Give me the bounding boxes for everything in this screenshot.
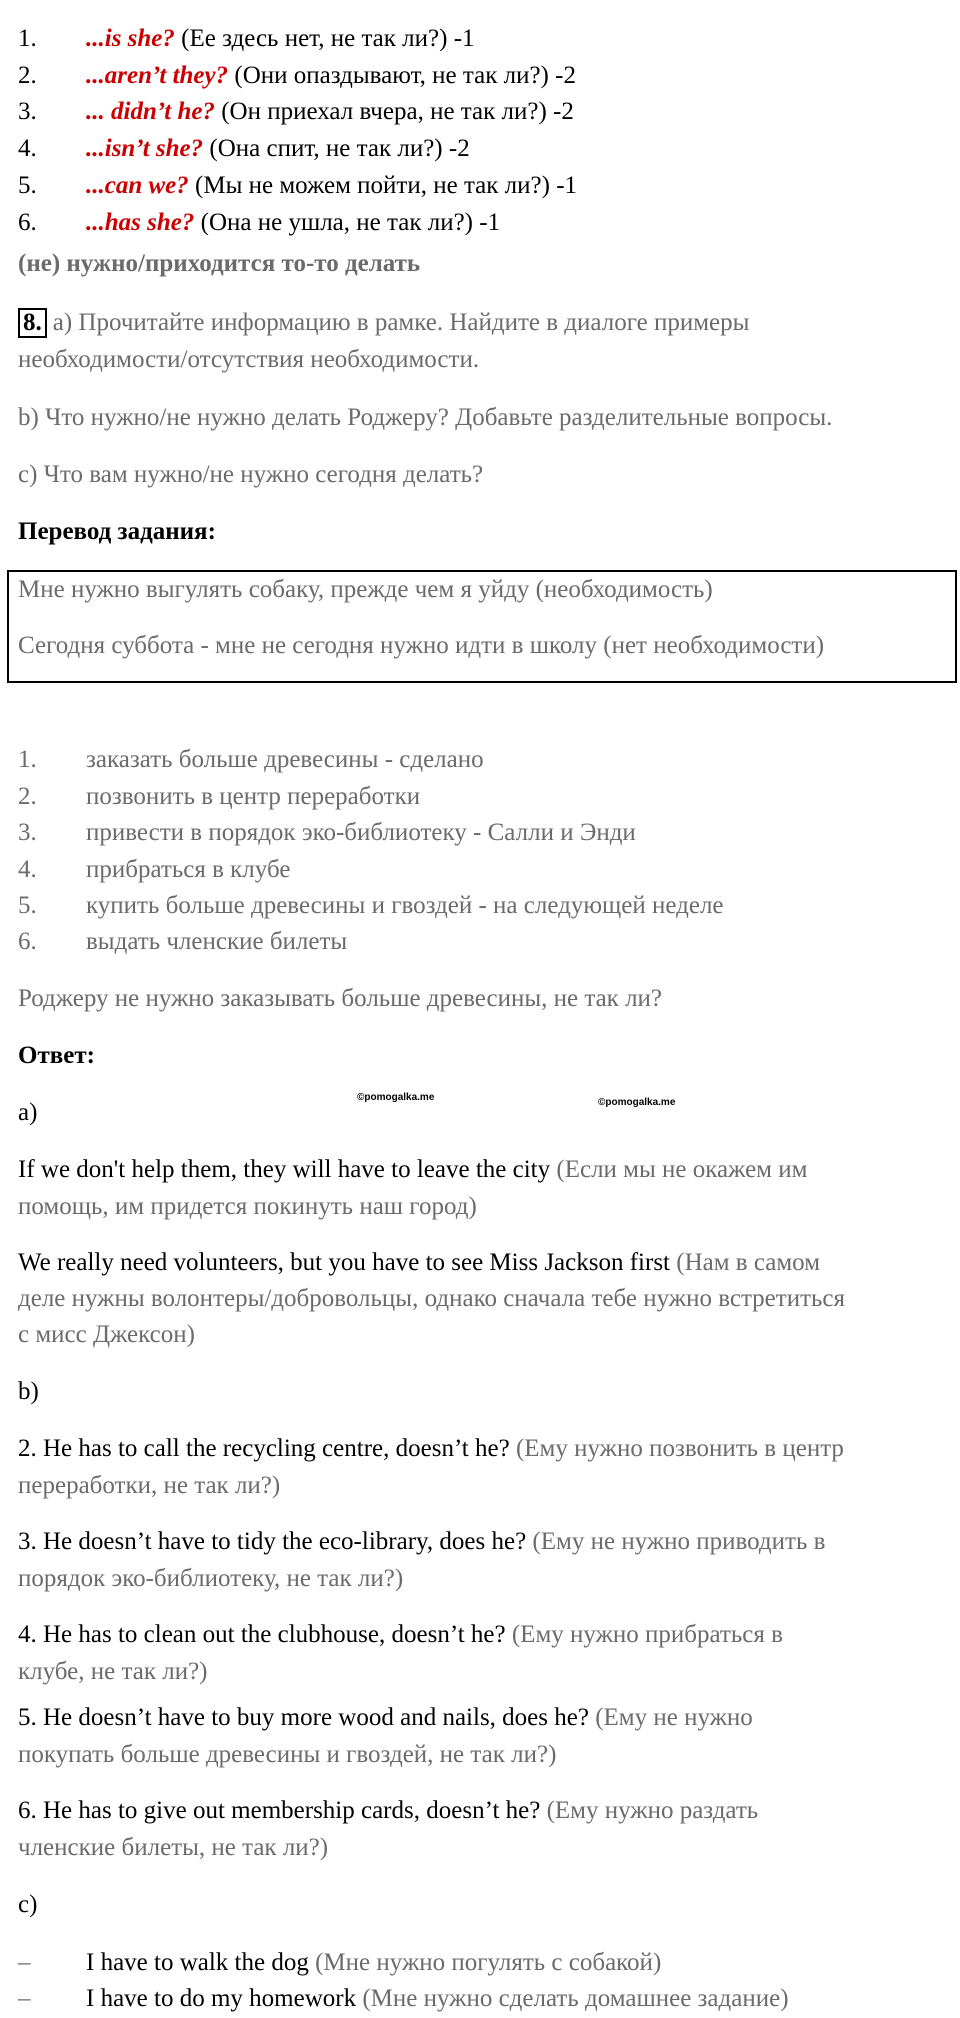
task-number-badge: 8. (18, 308, 47, 338)
answer-c-label: c) (18, 1891, 38, 1918)
answer-c-item: – I have to do my homework (Мне нужно сделать домашнее задание) (18, 1985, 789, 2012)
watermark: ©pomogalka.me (598, 1097, 676, 1108)
answer-a-label: a) (18, 1099, 38, 1126)
todo-item: 6. выдать членские билеты (18, 928, 348, 955)
answer-b-item: 2. He has to call the recycling centre, doesn’t he? (Ему нужно позвонить в центр (18, 1435, 844, 1462)
watermark: ©pomogalka.me (357, 1092, 435, 1103)
answer-b-item: 5. He doesn’t have to buy more wood and nails, does he? (Ему не нужно (18, 1704, 753, 1731)
answer-b-item: 6. He has to give out membership cards, doesn’t he? (Ему нужно раздать (18, 1797, 759, 1824)
q7-item: 6. ...has she? (Она не ушла, не так ли?) -1 (18, 209, 501, 236)
answer-b-translation: покупать больше древесины и гвоздей, не так ли?) (18, 1741, 557, 1768)
answer-a-translation: помощь, им придется покинуть наш город) (18, 1193, 477, 1220)
todo-item: 2. позвонить в центр переработки (18, 783, 421, 810)
answer-b-item: 4. He has to clean out the clubhouse, doesn’t he? (Ему нужно прибраться в (18, 1621, 783, 1648)
answer-b-label: b) (18, 1378, 39, 1405)
translation-heading: Перевод задания: (18, 518, 216, 545)
grammar-heading: (не) нужно/приходится то-то делать (18, 250, 421, 277)
q7-item: 3. ... didn’t he? (Он приехал вчера, не так ли?) -2 (18, 98, 574, 125)
frame-line: Сегодня суббота - мне не сегодня нужно идти в школу (нет необходимости) (18, 632, 825, 659)
example-sentence: Роджеру не нужно заказывать больше древесины, не так ли? (18, 985, 663, 1012)
q7-item: 1. ...is she? (Ее здесь нет, не так ли?) -1 (18, 25, 475, 52)
answer-c-item: – I have to walk the dog (Мне нужно погулять с собакой) (18, 1949, 662, 1976)
task8-a-line1: 8. a) Прочитайте информацию в рамке. Найдите в диалоге примеры (18, 308, 749, 338)
answer-b-translation: порядок эко-библиотеку, не так ли?) (18, 1565, 404, 1592)
todo-item: 5. купить больше древесины и гвоздей - на следующей неделе (18, 892, 724, 919)
answer-a-translation: деле нужны волонтеры/добровольцы, однако сначала тебе нужно встретиться (18, 1285, 846, 1312)
q7-item: 2. ...aren’t they? (Они опаздывают, не так ли?) -2 (18, 62, 576, 89)
answer-a-sentence: We really need volunteers, but you have to see Miss Jackson first (Нам в самом (18, 1249, 821, 1276)
answer-a-sentence: If we don't help them, they will have to leave the city (Если мы не окажем им (18, 1156, 808, 1183)
answer-a-translation: с мисс Джексон) (18, 1321, 195, 1348)
todo-item: 3. привести в порядок эко-библиотеку - Салли и Энди (18, 819, 636, 846)
task8-a-line2: необходимости/отсутствия необходимости. (18, 346, 480, 373)
task8-b: b) Что нужно/не нужно делать Роджеру? Добавьте разделительные вопросы. (18, 404, 833, 431)
todo-item: 1. заказать больше древесины - сделано (18, 746, 484, 773)
answer-b-item: 3. He doesn’t have to tidy the eco-library, does he? (Ему не нужно приводить в (18, 1528, 826, 1555)
task8-c: c) Что вам нужно/не нужно сегодня делать? (18, 461, 484, 488)
answer-heading: Ответ: (18, 1042, 95, 1069)
q7-item: 4. ...isn’t she? (Она спит, не так ли?) -2 (18, 135, 470, 162)
q7-item: 5. ...can we? (Мы не можем пойти, не так ли?) -1 (18, 172, 578, 199)
answer-b-translation: переработки, не так ли?) (18, 1472, 281, 1499)
frame-line: Мне нужно выгулять собаку, прежде чем я уйду (необходимость) (18, 576, 713, 603)
answer-b-translation: клубе, не так ли?) (18, 1658, 208, 1685)
todo-item: 4. прибраться в клубе (18, 856, 291, 883)
answer-b-translation: членские билеты, не так ли?) (18, 1834, 329, 1861)
